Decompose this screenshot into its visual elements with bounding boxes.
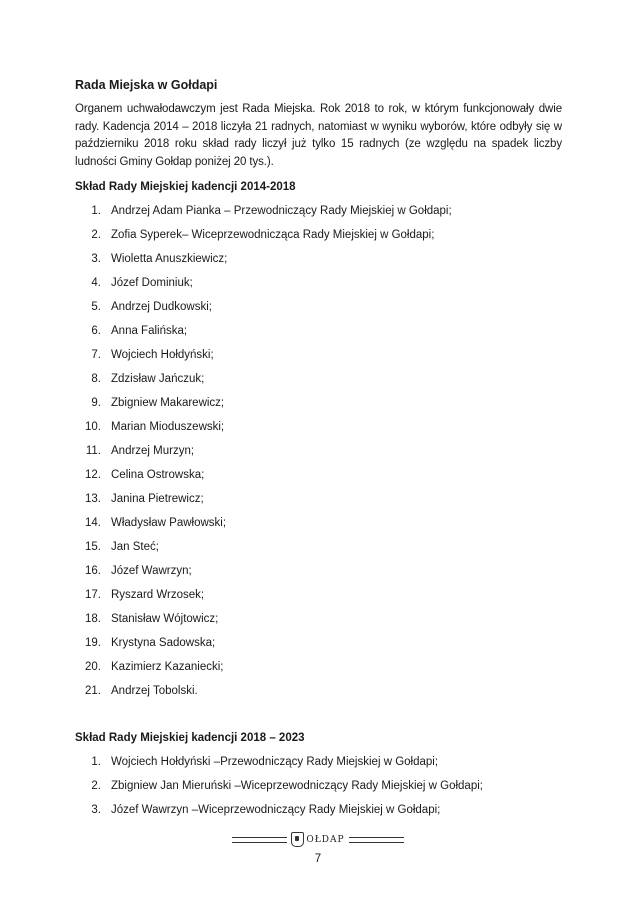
list-item: [75, 199, 562, 223]
footer-rule-left: [232, 837, 287, 843]
list-item: [75, 607, 562, 631]
item-number: 9.: [91, 397, 101, 409]
item-text: Andrzej Dudkowski;: [111, 301, 212, 313]
intro-paragraph: Organem uchwałodawczym jest Rada Miejska. Rok 2018 to rok, w którym funkcjonowały dwie rady. Kadencja 2014 – 2018 liczyła 21 radnych, natomiast w wyniku wyborów, które odbyły się w październiku 2018 roku skład rady liczył już tylko 15 radnych (ze względu na spadek liczby ludności Gminy Gołdap poniżej 20 tys.).: [75, 103, 562, 168]
council-2018-2023-list: [75, 750, 562, 822]
item-text: Zbigniew Makarewicz;: [111, 397, 225, 409]
list-item: [75, 223, 562, 247]
item-number: 20.: [85, 661, 101, 673]
list-item: [75, 583, 562, 607]
item-text: Zofia Syperek– Wiceprzewodnicząca Rady Miejskiej w Gołdapi;: [111, 229, 435, 241]
item-text: Ryszard Wrzosek;: [111, 589, 205, 601]
item-text: Wioletta Anuszkiewicz;: [111, 253, 228, 265]
council-2018-2023-heading: Skład Rady Miejskiej kadencji 2018 – 2023: [75, 732, 305, 744]
item-text: Zdzisław Jańczuk;: [111, 373, 205, 385]
page-number: 7: [314, 853, 322, 865]
item-number: 16.: [85, 565, 101, 577]
item-text: Józef Wawrzyn –Wiceprzewodniczący Rady Miejskiej w Gołdapi;: [111, 804, 441, 816]
section-heading: Rada Miejska w Gołdapi: [75, 78, 218, 92]
list-item: [75, 439, 562, 463]
item-number: 17.: [85, 589, 101, 601]
list-item: [75, 559, 562, 583]
list-item: [75, 535, 562, 559]
page-footer: [0, 832, 636, 872]
item-number: 4.: [91, 277, 101, 289]
item-text: Józef Dominiuk;: [111, 277, 193, 289]
item-number: 19.: [85, 637, 101, 649]
item-number: 11.: [85, 445, 101, 457]
list-item: [75, 511, 562, 535]
list-item: [75, 750, 562, 774]
list-item: [75, 343, 562, 367]
item-number: 7.: [91, 349, 101, 361]
item-number: 5.: [91, 301, 101, 313]
list-item: [75, 631, 562, 655]
item-text: Zbigniew Jan Mieruński –Wiceprzewodniczący Rady Miejskiej w Gołdapi;: [111, 780, 483, 792]
item-number: 10.: [85, 421, 101, 433]
footer-logo-text: OŁDAP: [306, 834, 345, 845]
item-text: Andrzej Adam Pianka – Przewodniczący Rady Miejskiej w Gołdapi;: [111, 205, 452, 217]
footer-logo: [0, 832, 636, 847]
item-text: Marian Mioduszewski;: [111, 421, 225, 433]
page-content: [75, 77, 562, 822]
item-number: 21.: [85, 685, 101, 697]
item-number: 14.: [85, 517, 101, 529]
item-number: 3.: [91, 804, 101, 816]
item-number: 13.: [85, 493, 101, 505]
item-text: Celina Ostrowska;: [111, 469, 205, 481]
item-number: 18.: [85, 613, 101, 625]
list-item: [75, 391, 562, 415]
item-text: Andrzej Tobolski.: [111, 685, 198, 697]
item-text: Władysław Pawłowski;: [111, 517, 227, 529]
item-number: 1.: [91, 205, 101, 217]
item-number: 12.: [85, 469, 101, 481]
section-spacer: [75, 703, 562, 722]
item-text: Andrzej Murzyn;: [111, 445, 195, 457]
list-item: [75, 367, 562, 391]
list-item: [75, 463, 562, 487]
council-2014-2018-heading: Skład Rady Miejskiej kadencji 2014-2018: [75, 181, 296, 193]
list-item: [75, 319, 562, 343]
item-number: 3.: [91, 253, 101, 265]
list-item: [75, 247, 562, 271]
list-item: [75, 487, 562, 511]
item-text: Wojciech Hołdyński –Przewodniczący Rady Miejskiej w Gołdapi;: [111, 756, 439, 768]
item-number: 6.: [91, 325, 101, 337]
item-number: 15.: [85, 541, 101, 553]
item-text: Wojciech Hołdyński;: [111, 349, 214, 361]
list-item: [75, 679, 562, 703]
item-text: Janina Pietrewicz;: [111, 493, 204, 505]
list-item: [75, 774, 562, 798]
list-item: [75, 655, 562, 679]
item-text: Józef Wawrzyn;: [111, 565, 192, 577]
list-item: [75, 415, 562, 439]
item-text: Kazimierz Kazaniecki;: [111, 661, 224, 673]
item-text: Krystyna Sadowska;: [111, 637, 216, 649]
item-number: 1.: [91, 756, 101, 768]
goldap-crest-icon: [291, 832, 304, 847]
item-text: Stanisław Wójtowicz;: [111, 613, 219, 625]
item-number: 2.: [91, 229, 101, 241]
footer-rule-right: [349, 837, 404, 843]
item-number: 2.: [91, 780, 101, 792]
list-item: [75, 798, 562, 822]
council-2014-2018-list: [75, 199, 562, 703]
item-number: 8.: [91, 373, 101, 385]
item-text: Jan Steć;: [111, 541, 159, 553]
list-item: [75, 295, 562, 319]
item-text: Anna Falińska;: [111, 325, 188, 337]
list-item: [75, 271, 562, 295]
